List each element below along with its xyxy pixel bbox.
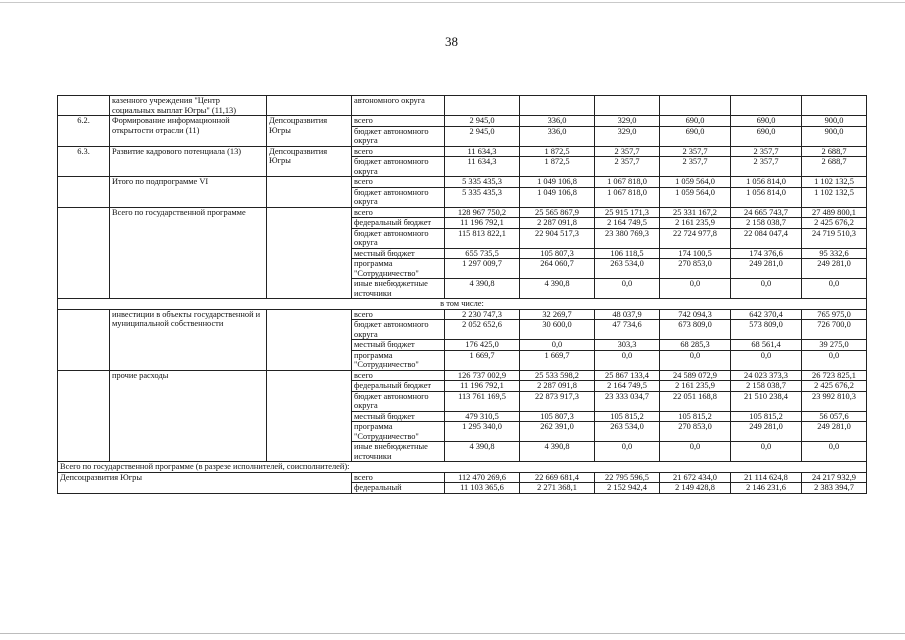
table-row	[58, 207, 867, 218]
value-cell: 690,0	[731, 126, 802, 146]
value-cell: 25 867 133,4	[595, 370, 660, 381]
value-cell: 21 510 238,4	[731, 391, 802, 411]
value-cell: 25 565 867,9	[520, 207, 595, 218]
value-cell: 2 161 235,9	[660, 381, 731, 392]
item-number-cell	[58, 177, 110, 208]
value-cell: 23 992 810,3	[802, 391, 867, 411]
funding-source-cell: программа "Сотрудничество"	[352, 422, 445, 442]
item-name-cell: Формирование информационной открытости отрасли (11)	[110, 116, 267, 147]
value-cell: 1 056 814,0	[731, 177, 802, 188]
value-cell: 24 589 072,9	[660, 370, 731, 381]
value-cell: 24 023 373,3	[731, 370, 802, 381]
value-cell: 23 380 769,3	[595, 228, 660, 248]
budget-table	[57, 95, 867, 494]
item-number-cell: 6.3.	[58, 146, 110, 177]
value-cell: 105 807,3	[520, 248, 595, 259]
item-number-cell	[58, 96, 110, 116]
funding-source-cell: федеральный бюджет	[352, 218, 445, 229]
value-cell: 30 600,0	[520, 320, 595, 340]
value-cell: 2 425 676,2	[802, 381, 867, 392]
value-cell: 0,0	[660, 279, 731, 299]
value-cell: 1 669,7	[445, 350, 520, 370]
funding-source-cell: программа "Сотрудничество"	[352, 259, 445, 279]
funding-source-cell: всего	[352, 472, 445, 483]
funding-source-cell: местный бюджет	[352, 411, 445, 422]
value-cell: 2 357,7	[660, 157, 731, 177]
value-cell: 4 390,8	[520, 279, 595, 299]
table-row	[58, 309, 867, 320]
funding-source-cell: всего	[352, 370, 445, 381]
funding-source-cell: бюджет автономного округа	[352, 187, 445, 207]
value-cell: 5 335 435,3	[445, 177, 520, 188]
value-cell: 303,3	[595, 340, 660, 351]
value-cell: 329,0	[595, 126, 660, 146]
value-cell: 106 118,5	[595, 248, 660, 259]
value-cell: 0,0	[802, 350, 867, 370]
table-row	[58, 472, 867, 483]
value-cell: 113 761 169,5	[445, 391, 520, 411]
value-cell: 22 084 047,4	[731, 228, 802, 248]
value-cell: 68 285,3	[660, 340, 731, 351]
value-cell: 115 813 822,1	[445, 228, 520, 248]
value-cell: 39 275,0	[802, 340, 867, 351]
value-cell: 4 390,8	[445, 279, 520, 299]
item-number-cell: 6.2.	[58, 116, 110, 147]
value-cell: 263 534,0	[595, 259, 660, 279]
table-row	[58, 116, 867, 127]
value-cell: 0,0	[802, 279, 867, 299]
value-cell: 2 271 368,1	[520, 483, 595, 494]
value-cell: 0,0	[660, 350, 731, 370]
table-row	[58, 299, 867, 310]
scan-edge-bottom	[0, 633, 905, 634]
by-executors-row: Всего по государственной программе (в разрезе исполнителей, соисполнителей):	[58, 462, 867, 473]
value-cell: 2 287 091,8	[520, 218, 595, 229]
executor-cell	[267, 207, 352, 299]
item-number-cell	[58, 309, 110, 370]
value-cell: 22 795 596,5	[595, 472, 660, 483]
value-cell: 270 853,0	[660, 259, 731, 279]
scan-edge-top	[0, 2, 905, 3]
funding-source-cell: бюджет автономного округа	[352, 228, 445, 248]
value-cell: 642 370,4	[731, 309, 802, 320]
funding-source-cell: всего	[352, 177, 445, 188]
funding-source-cell: федеральный бюджет	[352, 381, 445, 392]
value-cell: 11 634,3	[445, 157, 520, 177]
value-cell: 1 669,7	[520, 350, 595, 370]
value-cell: 27 489 800,1	[802, 207, 867, 218]
value-cell: 1 295 340,0	[445, 422, 520, 442]
value-cell: 0,0	[520, 340, 595, 351]
value-cell: 690,0	[660, 116, 731, 127]
value-cell: 1 102 132,5	[802, 177, 867, 188]
value-cell: 900,0	[802, 116, 867, 127]
value-cell: 32 269,7	[520, 309, 595, 320]
value-cell: 126 737 002,9	[445, 370, 520, 381]
value-cell	[445, 96, 520, 116]
executor-cell: Депсоцразвития Югры	[267, 116, 352, 147]
value-cell: 174 376,6	[731, 248, 802, 259]
value-cell: 2 383 394,7	[802, 483, 867, 494]
funding-source-cell: местный бюджет	[352, 248, 445, 259]
table-row	[58, 96, 867, 116]
value-cell: 95 332,6	[802, 248, 867, 259]
value-cell: 4 390,8	[520, 442, 595, 462]
value-cell: 25 533 598,2	[520, 370, 595, 381]
value-cell: 673 809,0	[660, 320, 731, 340]
value-cell: 1 059 564,0	[660, 177, 731, 188]
value-cell: 105 815,2	[731, 411, 802, 422]
value-cell: 2 230 747,3	[445, 309, 520, 320]
value-cell: 2 146 231,6	[731, 483, 802, 494]
item-name-cell: прочие расходы	[110, 370, 267, 462]
value-cell: 263 534,0	[595, 422, 660, 442]
value-cell: 0,0	[731, 350, 802, 370]
executor-cell	[267, 96, 352, 116]
value-cell: 0,0	[660, 442, 731, 462]
value-cell: 249 281,0	[802, 422, 867, 442]
funding-source-cell: иные внебюджетные источники	[352, 442, 445, 462]
item-name-cell: Развитие кадрового потенциала (13)	[110, 146, 267, 177]
value-cell	[595, 96, 660, 116]
value-cell	[660, 96, 731, 116]
item-name-cell: инвестиции в объекты государственной и муниципальной собственности	[110, 309, 267, 370]
value-cell: 1 067 818,0	[595, 187, 660, 207]
value-cell: 2 158 038,7	[731, 218, 802, 229]
value-cell: 726 700,0	[802, 320, 867, 340]
value-cell: 0,0	[802, 442, 867, 462]
funding-source-cell: всего	[352, 146, 445, 157]
value-cell: 1 049 106,8	[520, 177, 595, 188]
value-cell: 2 052 652,6	[445, 320, 520, 340]
value-cell: 22 724 977,8	[660, 228, 731, 248]
value-cell: 2 149 428,8	[660, 483, 731, 494]
value-cell: 22 904 517,3	[520, 228, 595, 248]
value-cell: 25 331 167,2	[660, 207, 731, 218]
executor-cell	[267, 177, 352, 208]
value-cell: 249 281,0	[802, 259, 867, 279]
funding-source-cell: всего	[352, 309, 445, 320]
value-cell: 22 669 681,4	[520, 472, 595, 483]
value-cell: 112 470 269,6	[445, 472, 520, 483]
value-cell: 336,0	[520, 116, 595, 127]
value-cell: 655 735,5	[445, 248, 520, 259]
value-cell: 1 102 132,5	[802, 187, 867, 207]
value-cell: 0,0	[731, 279, 802, 299]
value-cell: 2 945,0	[445, 116, 520, 127]
executor-cell	[267, 370, 352, 462]
value-cell: 11 196 792,1	[445, 218, 520, 229]
value-cell: 690,0	[660, 126, 731, 146]
value-cell: 68 561,4	[731, 340, 802, 351]
value-cell: 2 425 676,2	[802, 218, 867, 229]
value-cell: 24 719 510,3	[802, 228, 867, 248]
value-cell	[520, 96, 595, 116]
value-cell: 690,0	[731, 116, 802, 127]
value-cell: 1 067 818,0	[595, 177, 660, 188]
page-number: 38	[445, 34, 458, 49]
value-cell: 249 281,0	[731, 259, 802, 279]
value-cell: 1 872,5	[520, 157, 595, 177]
value-cell: 1 297 009,7	[445, 259, 520, 279]
value-cell: 11 103 365,6	[445, 483, 520, 494]
value-cell: 2 152 942,4	[595, 483, 660, 494]
value-cell: 2 357,7	[595, 157, 660, 177]
value-cell	[802, 96, 867, 116]
value-cell: 11 634,3	[445, 146, 520, 157]
value-cell: 11 196 792,1	[445, 381, 520, 392]
value-cell: 2 688,7	[802, 146, 867, 157]
value-cell: 1 059 564,0	[660, 187, 731, 207]
value-cell: 174 100,5	[660, 248, 731, 259]
value-cell: 329,0	[595, 116, 660, 127]
value-cell: 900,0	[802, 126, 867, 146]
funding-source-cell: бюджет автономного округа	[352, 157, 445, 177]
value-cell: 249 281,0	[731, 422, 802, 442]
value-cell: 262 391,0	[520, 422, 595, 442]
table-row	[58, 370, 867, 381]
value-cell: 2 164 749,5	[595, 218, 660, 229]
value-cell: 5 335 435,3	[445, 187, 520, 207]
funding-source-cell: автономного округа	[352, 96, 445, 116]
value-cell: 2 945,0	[445, 126, 520, 146]
value-cell: 105 807,3	[520, 411, 595, 422]
value-cell: 573 809,0	[731, 320, 802, 340]
item-number-cell	[58, 370, 110, 462]
value-cell: 1 049 106,8	[520, 187, 595, 207]
value-cell: 176 425,0	[445, 340, 520, 351]
item-name-cell: казенного учреждения "Центр социальных выплат Югры" (11,13)	[110, 96, 267, 116]
executor-name-cell: Депсоцразвития Югры	[58, 472, 352, 493]
value-cell: 23 333 034,7	[595, 391, 660, 411]
table-row	[58, 146, 867, 157]
value-cell: 4 390,8	[445, 442, 520, 462]
value-cell: 26 723 825,1	[802, 370, 867, 381]
item-number-cell	[58, 207, 110, 299]
value-cell: 479 310,5	[445, 411, 520, 422]
executor-cell: Депсоцразвития Югры	[267, 146, 352, 177]
value-cell: 24 217 932,9	[802, 472, 867, 483]
value-cell: 2 357,7	[595, 146, 660, 157]
value-cell: 0,0	[731, 442, 802, 462]
budget-table-body	[58, 96, 867, 494]
in-that-number-row: в том числе:	[58, 299, 867, 310]
funding-source-cell: бюджет автономного округа	[352, 391, 445, 411]
value-cell: 128 967 750,2	[445, 207, 520, 218]
funding-source-cell: всего	[352, 116, 445, 127]
funding-source-cell: местный бюджет	[352, 340, 445, 351]
value-cell: 0,0	[595, 279, 660, 299]
value-cell: 48 037,9	[595, 309, 660, 320]
funding-source-cell: бюджет автономного округа	[352, 126, 445, 146]
value-cell: 2 357,7	[660, 146, 731, 157]
value-cell: 2 357,7	[731, 157, 802, 177]
value-cell: 22 873 917,3	[520, 391, 595, 411]
value-cell: 2 164 749,5	[595, 381, 660, 392]
value-cell: 2 161 235,9	[660, 218, 731, 229]
funding-source-cell: всего	[352, 207, 445, 218]
value-cell: 21 114 624,8	[731, 472, 802, 483]
value-cell: 25 915 171,3	[595, 207, 660, 218]
value-cell: 0,0	[595, 350, 660, 370]
table-row	[58, 177, 867, 188]
value-cell: 742 094,3	[660, 309, 731, 320]
value-cell: 270 853,0	[660, 422, 731, 442]
executor-cell	[267, 309, 352, 370]
value-cell: 264 060,7	[520, 259, 595, 279]
funding-source-cell: бюджет автономного округа	[352, 320, 445, 340]
value-cell: 47 734,6	[595, 320, 660, 340]
table-row	[58, 462, 867, 473]
item-name-cell: Итого по подпрограмме VI	[110, 177, 267, 208]
value-cell: 1 056 814,0	[731, 187, 802, 207]
value-cell: 765 975,0	[802, 309, 867, 320]
funding-source-cell: программа "Сотрудничество"	[352, 350, 445, 370]
value-cell: 2 158 038,7	[731, 381, 802, 392]
value-cell: 105 815,2	[660, 411, 731, 422]
value-cell: 336,0	[520, 126, 595, 146]
value-cell	[731, 96, 802, 116]
value-cell: 2 287 091,8	[520, 381, 595, 392]
value-cell: 56 057,6	[802, 411, 867, 422]
value-cell: 0,0	[595, 442, 660, 462]
value-cell: 24 665 743,7	[731, 207, 802, 218]
value-cell: 22 051 168,8	[660, 391, 731, 411]
item-name-cell: Всего по государственной программе	[110, 207, 267, 299]
value-cell: 1 872,5	[520, 146, 595, 157]
value-cell: 21 672 434,0	[660, 472, 731, 483]
funding-source-cell: федеральный	[352, 483, 445, 494]
value-cell: 105 815,2	[595, 411, 660, 422]
value-cell: 2 357,7	[731, 146, 802, 157]
funding-source-cell: иные внебюджетные источники	[352, 279, 445, 299]
value-cell: 2 688,7	[802, 157, 867, 177]
